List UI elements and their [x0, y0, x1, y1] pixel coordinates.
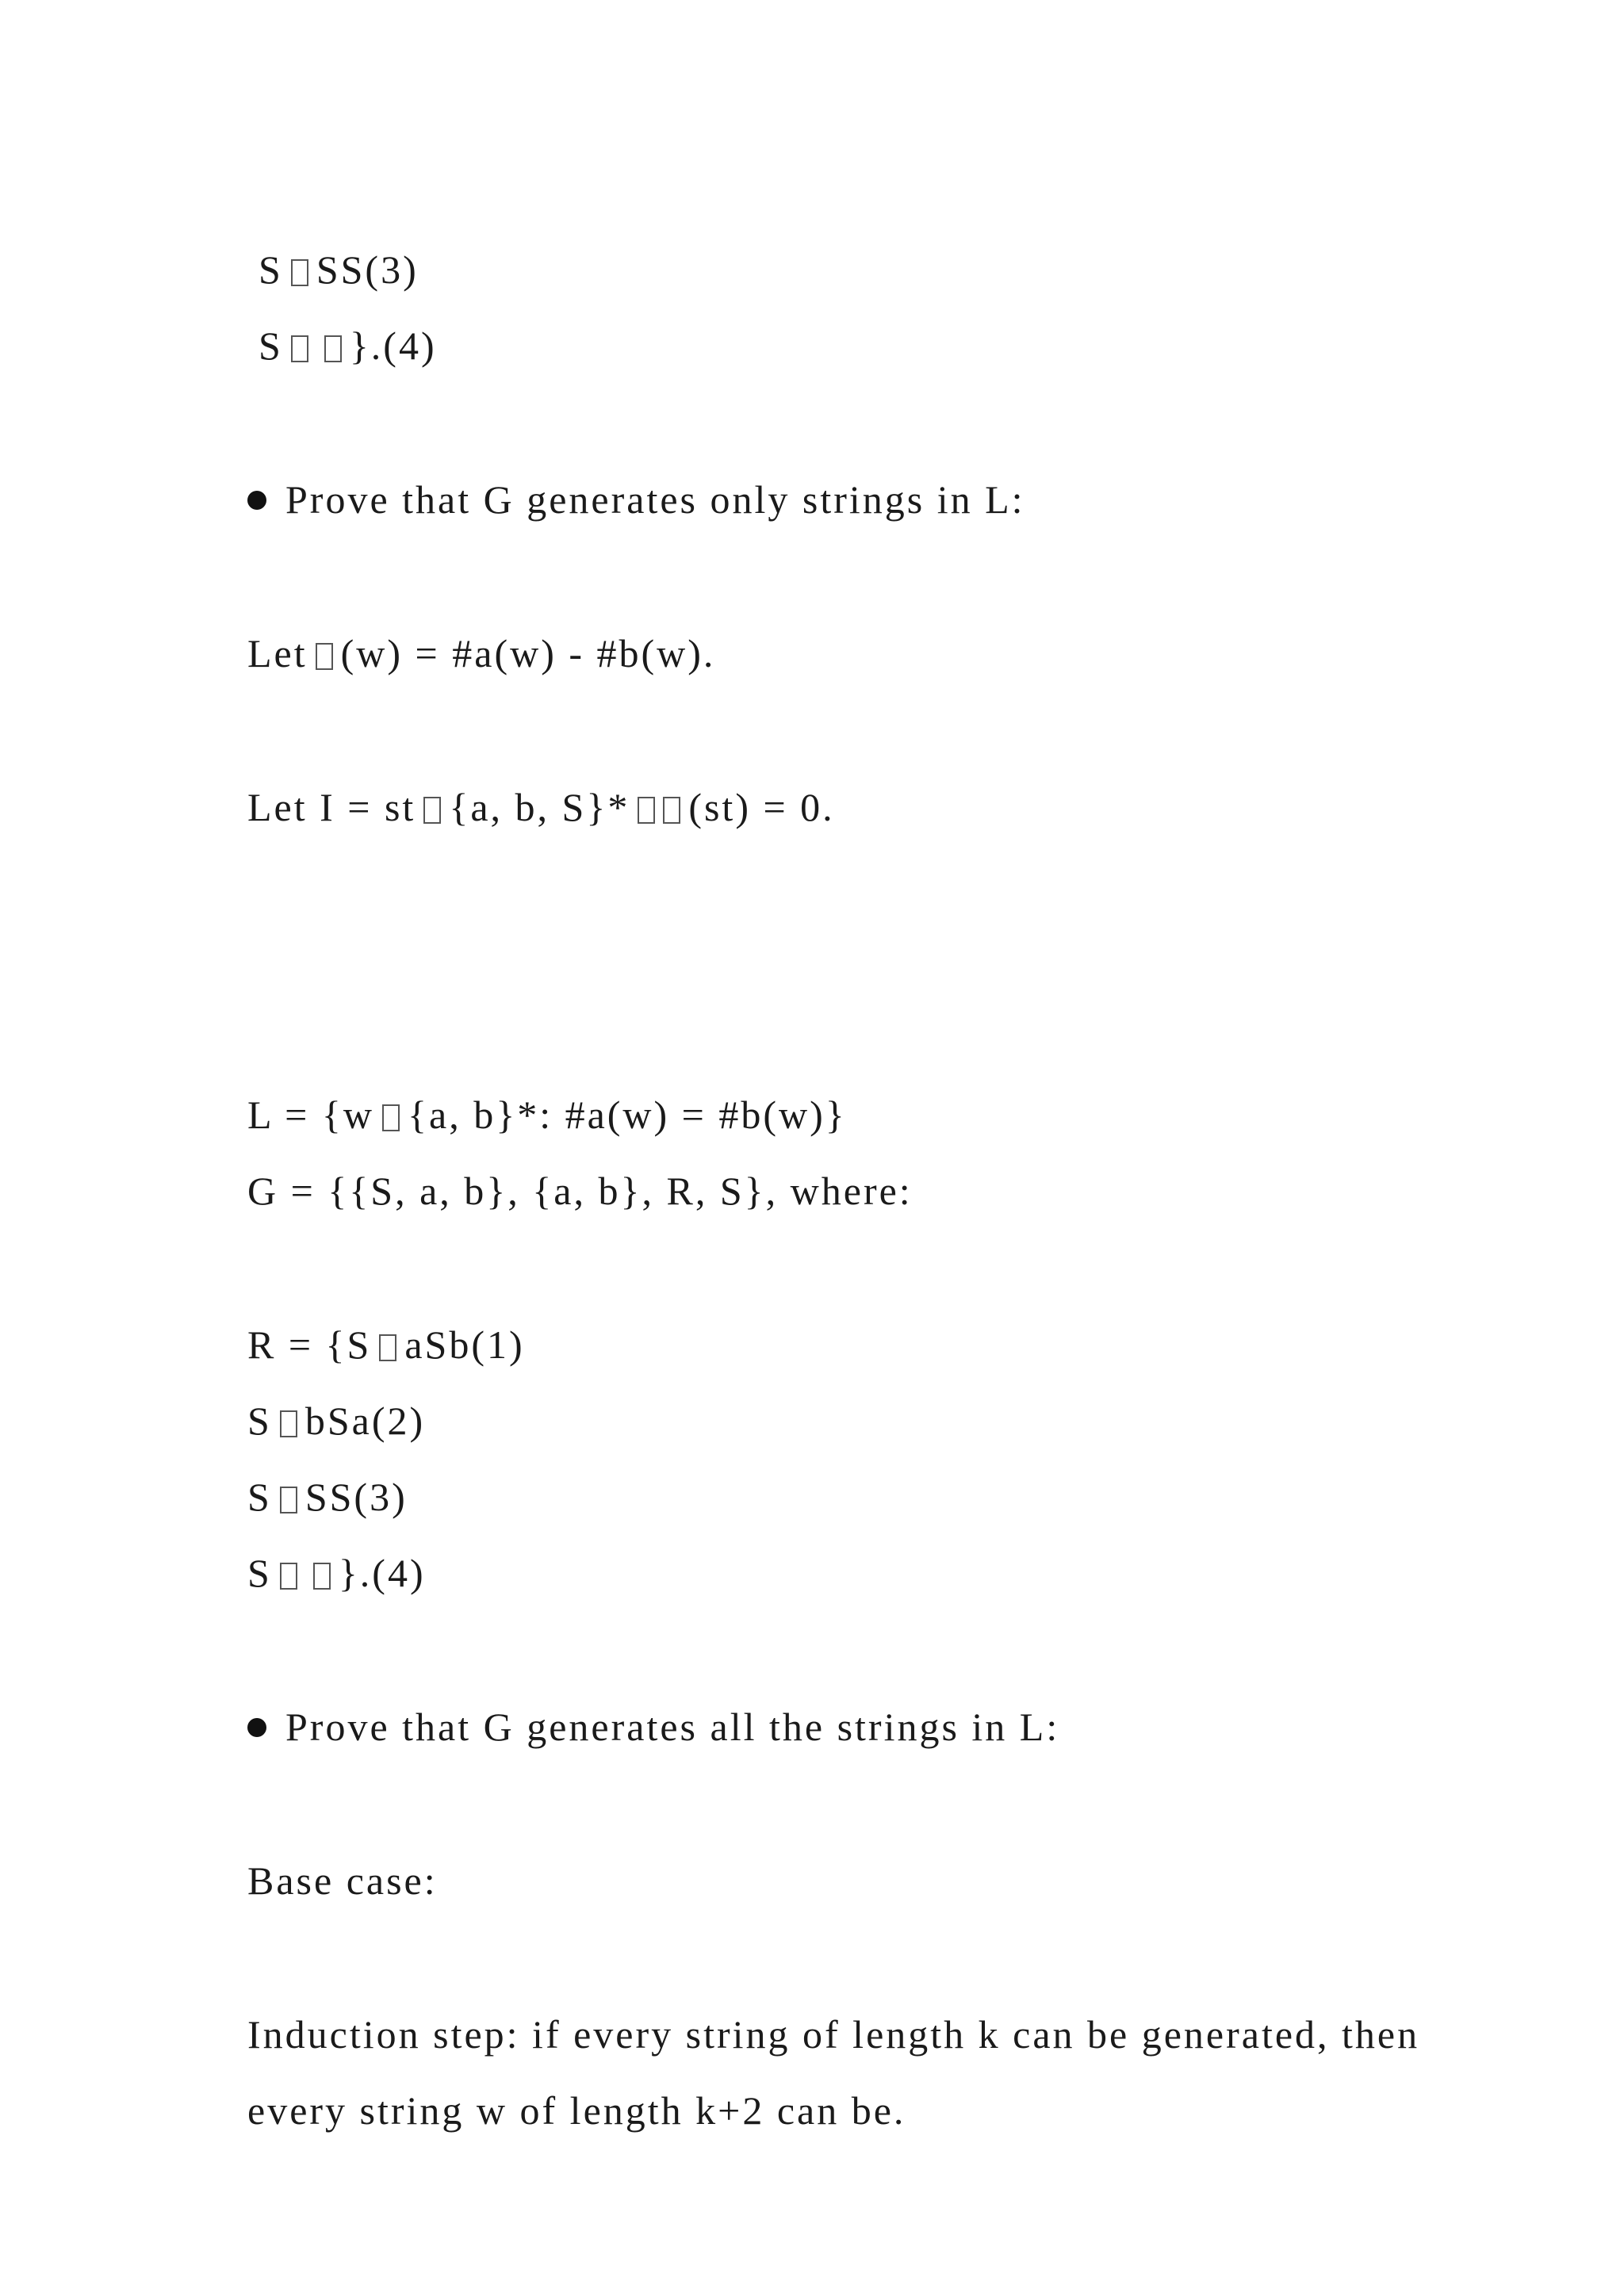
rule-lhs: S: [247, 1551, 272, 1595]
induction-line-2: [198, 2039, 906, 2182]
let-prefix: Let: [247, 631, 308, 675]
let-I-suffix: (st) = 0.: [688, 785, 835, 829]
heading-prove-all: [198, 1655, 1059, 1798]
let-I-line: [198, 736, 835, 878]
base-case-line: [198, 1809, 438, 1952]
rule-rhs: bSa(2): [304, 1399, 426, 1443]
rule-rhs: }.(4): [338, 1551, 426, 1595]
induction-text: Induction step: if every string of length k can be generated, then: [247, 2012, 1420, 2057]
L-def-prefix: L = {w: [247, 1093, 374, 1137]
G-def-text: G = {{S, a, b}, {a, b}, R, S}, where:: [247, 1169, 913, 1213]
bullet-icon: [247, 491, 266, 510]
base-case-text: Base case:: [247, 1858, 438, 1903]
G-definition-line: [198, 1119, 913, 1262]
rule-rhs: SS(3): [316, 247, 419, 292]
missing-glyph-icon: [313, 1563, 331, 1590]
missing-glyph-icon: [324, 335, 342, 362]
let-I-prefix: Let I = st: [247, 785, 416, 829]
rule-rhs: aSb(1): [404, 1322, 525, 1367]
rule-lhs: S: [259, 247, 283, 292]
rule-rhs: SS(3): [304, 1475, 408, 1519]
heading-prove-only: [198, 428, 1025, 571]
bullet-icon: [247, 1718, 266, 1737]
rule-lhs: S: [259, 323, 283, 368]
induction-text: every string w of length k+2 can be.: [247, 2088, 906, 2133]
missing-glyph-icon: [638, 797, 655, 824]
let-I-middle: {a, b, S}*: [449, 785, 630, 829]
rule-lhs: R = {S: [247, 1322, 372, 1367]
missing-glyph-icon: [291, 335, 308, 362]
heading-text: Prove that G generates only strings in L:: [285, 477, 1025, 522]
missing-glyph-icon: [663, 797, 680, 824]
rule-lhs: S: [247, 1399, 272, 1443]
let-suffix: (w) = #a(w) - #b(w).: [340, 631, 716, 675]
rule-rhs: }.(4): [349, 323, 437, 368]
missing-glyph-icon: [423, 797, 441, 824]
rule-4-line-top: [209, 274, 437, 417]
let-delta-line: [198, 582, 715, 725]
missing-glyph-icon: [280, 1563, 297, 1590]
rule-lhs: S: [247, 1475, 272, 1519]
heading-text: Prove that G generates all the strings in L:: [285, 1705, 1060, 1749]
rule-4-line: [198, 1502, 426, 1644]
L-def-suffix: {a, b}*: #a(w) = #b(w)}: [408, 1093, 847, 1137]
missing-glyph-icon: [316, 643, 333, 670]
